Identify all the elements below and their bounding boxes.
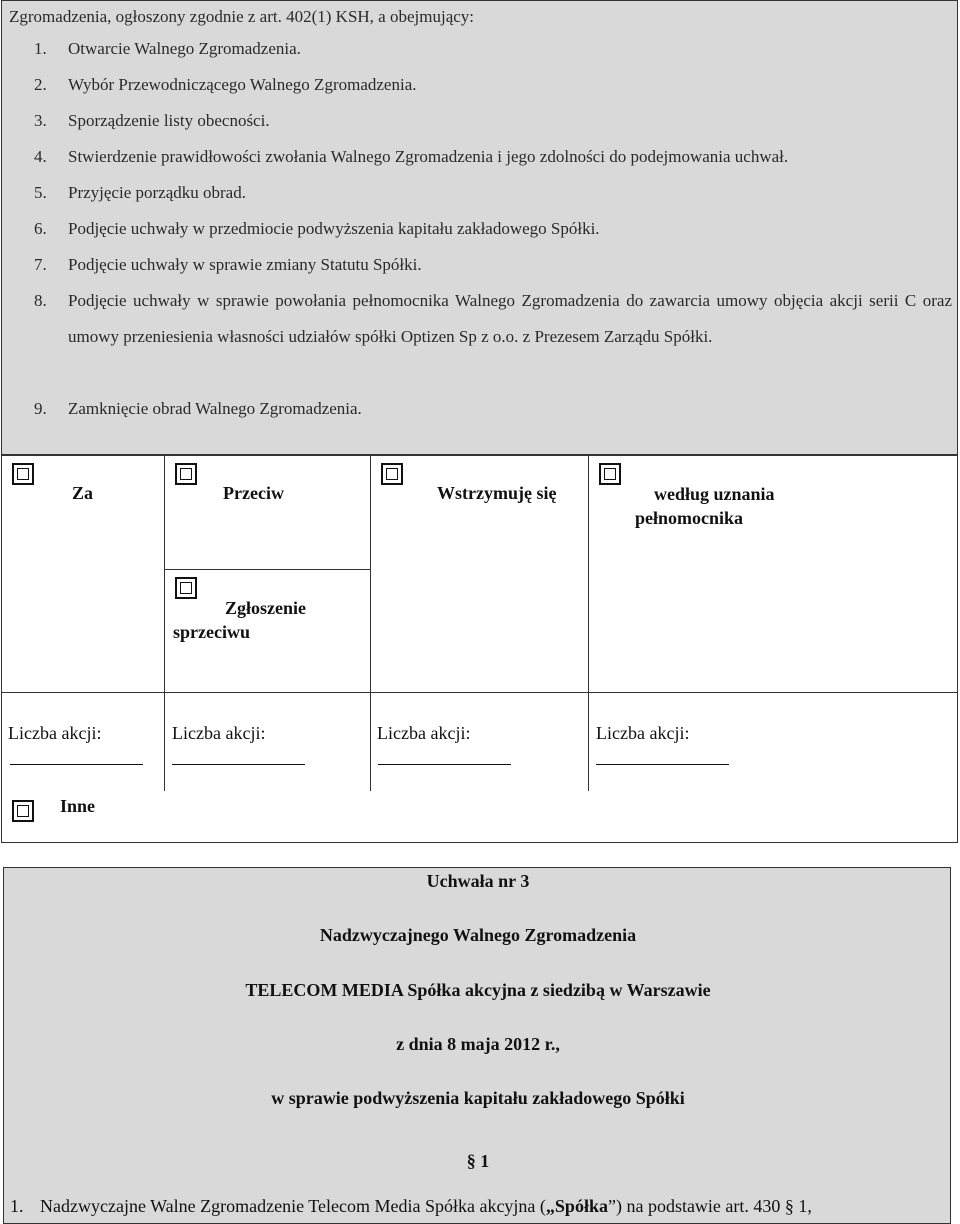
vote-cell-przeciw bbox=[164, 455, 371, 570]
agenda-box bbox=[1, 0, 958, 455]
vote-cell-za bbox=[1, 455, 165, 693]
agenda-item-number: 5. bbox=[34, 183, 47, 202]
agenda-item-text: Podjęcie uchwały w sprawie zmiany Statutu Spółki. bbox=[68, 255, 422, 274]
checkbox-za[interactable] bbox=[12, 463, 34, 485]
vote-label-wstrzymuje: Wstrzymuję się bbox=[437, 483, 557, 503]
checkbox-przeciw[interactable] bbox=[175, 463, 197, 485]
inne-row bbox=[1, 791, 958, 843]
checkbox-inne[interactable] bbox=[12, 800, 34, 822]
vote-cell-uznanie bbox=[588, 455, 958, 693]
agenda-item-number: 8. bbox=[34, 291, 47, 310]
clause-1 bbox=[10, 1196, 950, 1217]
clause-text-end: ”) na podstawie art. 430 § 1, bbox=[607, 1196, 812, 1216]
vote-label-za: Za bbox=[72, 483, 94, 503]
resolution-date: z dnia 8 maja 2012 r., bbox=[396, 1034, 560, 1054]
agenda-item-text: Zamknięcie obrad Walnego Zgromadzenia. bbox=[68, 399, 362, 418]
resolution-subject: w sprawie podwyższenia kapitału zakładowego Spółki bbox=[271, 1088, 685, 1108]
count-cell-przeciw bbox=[164, 692, 371, 792]
agenda-item-number: 7. bbox=[34, 255, 47, 274]
resolution-box bbox=[3, 867, 951, 1224]
resolution-company: TELECOM MEDIA Spółka akcyjna z siedzibą w Warszawie bbox=[245, 980, 711, 1000]
count-input-line[interactable] bbox=[596, 764, 729, 765]
agenda-item-number: 3. bbox=[34, 111, 47, 130]
count-input-line[interactable] bbox=[10, 764, 143, 765]
agenda-item-text: Sporządzenie listy obecności. bbox=[68, 111, 270, 130]
vote-label-sprzeciw: Zgłoszenie sprzeciwu bbox=[173, 598, 306, 642]
clause-defined-term: „Spółka bbox=[545, 1196, 608, 1216]
agenda-item-number: 1. bbox=[34, 39, 47, 58]
clause-text: Nadzwyczajne Walne Zgromadzenie Telecom Media Spółka akcyjna ( bbox=[40, 1196, 546, 1216]
agenda-item-text: Podjęcie uchwały w przedmiocie podwyższenia kapitału zakładowego Spółki. bbox=[68, 219, 600, 238]
agenda-item-number: 4. bbox=[34, 147, 47, 166]
agenda-item-text: Stwierdzenie prawidłowości zwołania Walnego Zgromadzenia i jego zdolności do podejmowania uchwał. bbox=[68, 147, 789, 166]
resolution-title: Uchwała nr 3 bbox=[426, 871, 530, 891]
agenda-item-text: Wybór Przewodniczącego Walnego Zgromadzenia. bbox=[68, 75, 417, 94]
resolution-body: Nadzwyczajnego Walnego Zgromadzenia bbox=[319, 925, 637, 945]
vote-cell-wstrzymuje bbox=[370, 455, 589, 693]
count-label: Liczba akcji: bbox=[8, 723, 102, 743]
section-number: § 1 bbox=[466, 1151, 490, 1171]
agenda-item-text: Podjęcie uchwały w sprawie powołania pełnomocnika Walnego Zgromadzenia do zawarcia umowy objęcia akcji serii C oraz umowy przeniesienia własności udziałów spółki Optizen Sp z o.o. z Prezesem Zarządu Spółki. bbox=[68, 291, 952, 346]
count-cell-za bbox=[1, 692, 165, 792]
checkbox-wstrzymuje[interactable] bbox=[381, 463, 403, 485]
count-label: Liczba akcji: bbox=[596, 723, 690, 743]
count-input-line[interactable] bbox=[172, 764, 305, 765]
vote-cell-sprzeciw bbox=[164, 569, 371, 693]
agenda-intro: Zgromadzenia, ogłoszony zgodnie z art. 402(1) KSH, a obejmujący: bbox=[9, 7, 475, 26]
count-cell-uznanie bbox=[588, 692, 958, 792]
agenda-item-number: 9. bbox=[34, 399, 47, 418]
checkbox-uznanie[interactable] bbox=[599, 463, 621, 485]
vote-label-inne: Inne bbox=[60, 796, 96, 816]
count-input-line[interactable] bbox=[378, 764, 511, 765]
count-label: Liczba akcji: bbox=[377, 723, 471, 743]
vote-label-przeciw: Przeciw bbox=[223, 483, 284, 503]
agenda-item-text: Przyjęcie porządku obrad. bbox=[68, 183, 246, 202]
agenda-item-number: 2. bbox=[34, 75, 47, 94]
count-label: Liczba akcji: bbox=[172, 723, 266, 743]
count-cell-wstrzymuje bbox=[370, 692, 589, 792]
vote-label-uznanie: według uznania pełnomocnika bbox=[635, 484, 775, 528]
clause-number: 1. bbox=[10, 1196, 24, 1216]
agenda-item-number: 6. bbox=[34, 219, 47, 238]
agenda-item-text: Otwarcie Walnego Zgromadzenia. bbox=[68, 39, 301, 58]
